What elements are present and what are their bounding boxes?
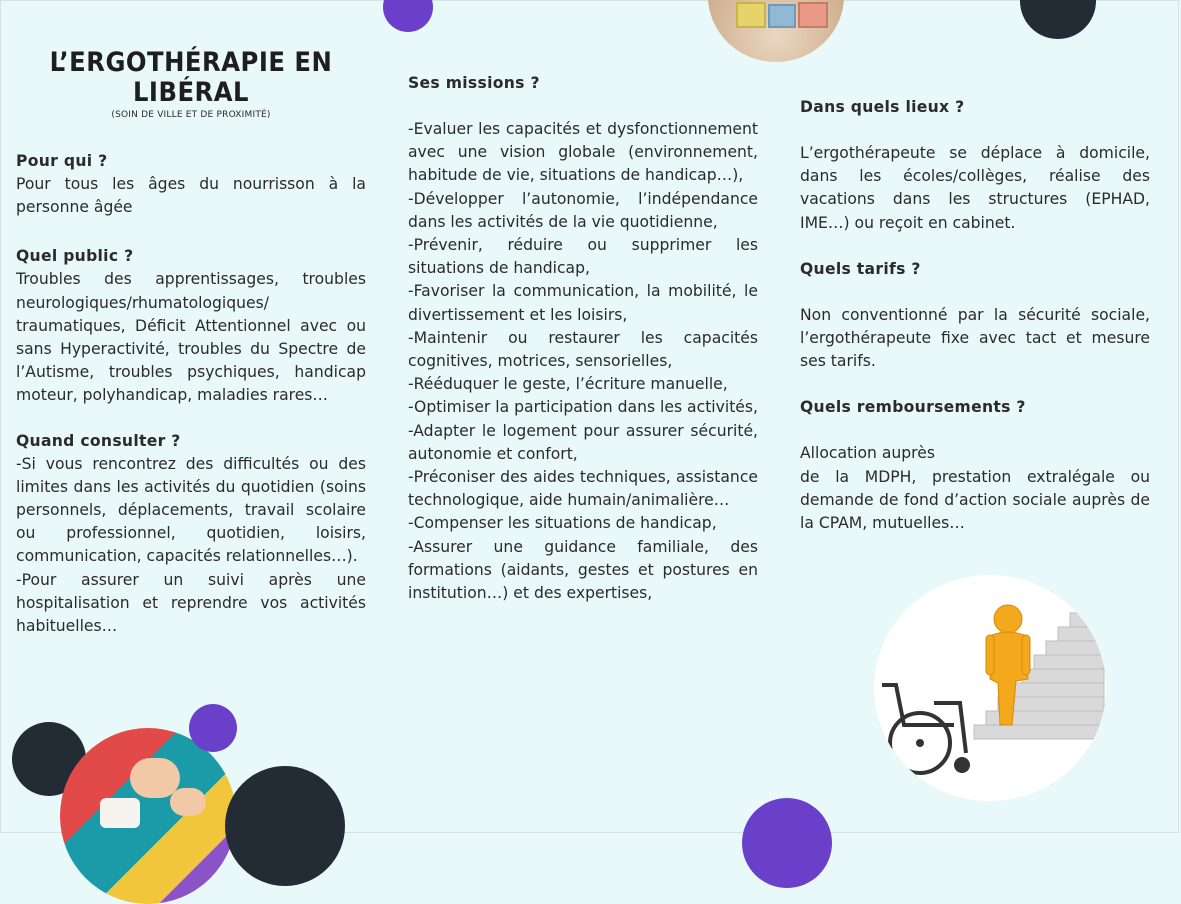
heading-lieux: Dans quels lieux ?: [800, 98, 965, 116]
text-quand-consulter-1: -Si vous rencontrez des difficultés ou des limites dans les activités du quotidien (soins personnels, déplacements, travail scolaire ou professionnel, quotidien, loisirs, communication, capacités relationnelles…).: [16, 454, 366, 566]
illustration-circle-wheelchair-stairs: [874, 575, 1106, 801]
heading-pour-qui: Pour qui ?: [16, 152, 108, 170]
photo-circle-children-hands: [60, 728, 236, 904]
heading-missions: Ses missions ?: [408, 74, 540, 92]
mission-item: -Favoriser la communication, la mobilité, le divertissement et les loisirs,: [408, 282, 758, 324]
wheelchair-stairs-illustration: [874, 575, 1106, 801]
mission-item: -Rééduquer le geste, l’écriture manuelle,: [408, 375, 728, 394]
heading-tarifs: Quels tarifs ?: [800, 259, 921, 278]
mission-item: -Adapter le logement pour assurer sécurité, autonomie et confort,: [408, 421, 758, 463]
text-quand-consulter-2: -Pour assurer un suivi après une hospitalisation et reprendre vos activités habituelles…: [16, 570, 366, 636]
text-remboursements: de la MDPH, prestation extralégale ou demande de fond d’action sociale auprès de la CPAM, mutuelles…: [800, 467, 1150, 533]
text-tarifs: Non conventionné par la sécurité sociale, l’ergothérapeute fixe avec tact et mesure ses tarifs.: [800, 305, 1150, 371]
text-pour-qui: Pour tous les âges du nourrisson à la personne âgée: [16, 175, 366, 217]
text-quel-public: Troubles des apprentissages, troubles neurologiques/rhumatologiques/ traumatiques, Déficit Attentionnel avec ou sans Hyperactivité, troubles du Spectre de l’Autisme, troubles psychiques, handicap moteur, polyhandicap, maladies rares…: [16, 270, 366, 405]
mission-item: -Développer l’autonomie, l’indépendance dans les activités de la vie quotidienne,: [408, 189, 758, 231]
mission-item: -Préconiser des aides techniques, assistance technologique, aide humain/animalière…: [408, 468, 758, 510]
mission-item: -Compenser les situations de handicap,: [408, 514, 717, 533]
column-right: [800, 96, 1150, 535]
text-remboursements-line1: Allocation auprès: [800, 444, 935, 463]
mission-item: -Evaluer les capacités et dysfonctionnement avec une vision globale (environnement, habitude de vie, situations de handicap…),: [408, 120, 758, 185]
column-middle: [408, 72, 758, 605]
heading-quand-consulter: Quand consulter ?: [16, 431, 181, 450]
heading-remboursements: Quels remboursements ?: [800, 398, 1026, 417]
purple-circle-bottom-left: [189, 704, 237, 752]
mission-item: -Assurer une guidance familiale, des formations (aidants, gestes et postures en institution…) et des expertises,: [408, 537, 758, 603]
heading-quel-public: Quel public ?: [16, 247, 134, 266]
purple-circle-bottom-center: [742, 798, 832, 888]
mission-item: -Maintenir ou restaurer les capacités cognitives, motrices, sensorielles,: [408, 328, 758, 371]
mission-item: -Prévenir, réduire ou supprimer les situations de handicap,: [408, 236, 758, 278]
column-left: [16, 48, 366, 638]
text-lieux: L’ergothérapeute se déplace à domicile, dans les écoles/collèges, réalise des vacations dans les structures (EPHAD, IME…) ou reçoit en cabinet.: [800, 144, 1150, 232]
page-title: L’ERGOTHÉRAPIE EN LIBÉRAL: [49, 47, 333, 108]
page-subtitle: (SOIN DE VILLE ET DE PROXIMITÉ): [111, 110, 271, 120]
mission-item: -Optimiser la participation dans les activités,: [408, 398, 758, 417]
dark-circle-bottom-center: [225, 766, 345, 886]
